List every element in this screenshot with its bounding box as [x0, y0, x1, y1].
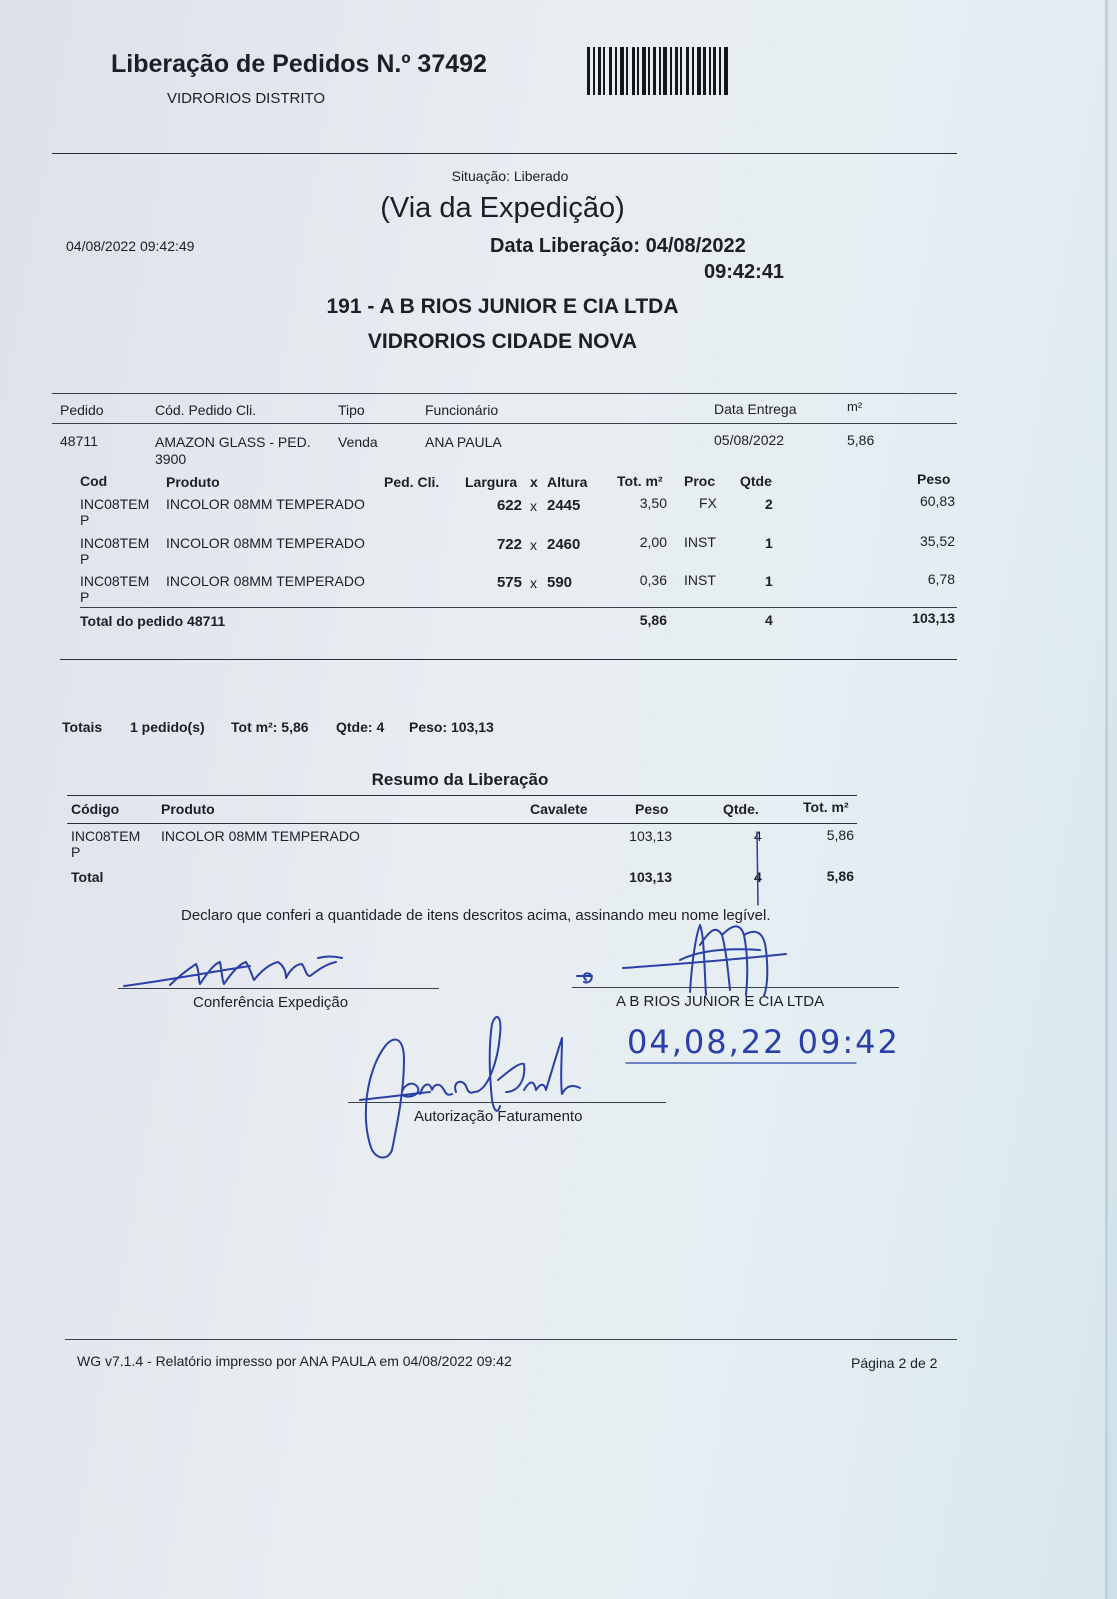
- signature-conferencia: [124, 957, 342, 987]
- order-total-qtde: 4: [765, 612, 773, 628]
- item-cod-cont: P: [80, 551, 90, 567]
- items-col-peso: Peso: [917, 471, 951, 487]
- item-altura: 590: [547, 574, 573, 591]
- resumo-total-tot-m2: 5,86: [826, 868, 854, 884]
- tipo-value: Venda: [338, 434, 378, 450]
- items-col-altura: Altura: [547, 474, 588, 490]
- resumo-produto: INCOLOR 08MM TEMPERADO: [161, 828, 360, 844]
- item-x: x: [530, 498, 537, 514]
- items-col-qtde: Qtde: [740, 473, 772, 489]
- col-cod-pedido-cli: Cód. Pedido Cli.: [155, 402, 257, 418]
- item-altura: 2445: [547, 497, 581, 514]
- order-total-label: Total do pedido 48711: [80, 613, 226, 629]
- pedido-value: 48711: [60, 433, 98, 449]
- resumo-cod-cont: P: [71, 844, 81, 860]
- items-col-cod: Cod: [80, 473, 108, 489]
- col-data-entrega: Data Entrega: [714, 401, 797, 417]
- empresa-label: A B RIOS JUNIOR E CIA LTDA: [616, 993, 825, 1010]
- resumo-col-qtde: Qtde.: [723, 801, 759, 817]
- item-proc: FX: [699, 495, 717, 511]
- pen-mark: [757, 832, 758, 905]
- totals-qtde: Qtde: 4: [336, 719, 385, 735]
- resumo-tot-m2: 5,86: [826, 827, 854, 843]
- resumo-peso: 103,13: [629, 828, 672, 844]
- item-qtde: 2: [765, 496, 773, 512]
- totals-pedidos: 1 pedido(s): [130, 719, 205, 735]
- item-peso: 35,52: [919, 533, 955, 549]
- item-qtde: 1: [765, 535, 773, 551]
- resumo-col-tot-m2: Tot. m²: [803, 799, 849, 815]
- items-col-produto: Produto: [166, 474, 220, 490]
- item-x: x: [530, 575, 537, 591]
- items-col-proc: Proc: [684, 473, 716, 489]
- data-entrega-value: 05/08/2022: [714, 432, 785, 448]
- items-col-tot-m2: Tot. m²: [617, 473, 663, 489]
- items-col-x: x: [530, 474, 538, 490]
- item-peso: 6,78: [927, 571, 955, 587]
- data-liberacao: Data Liberação: 04/08/2022: [490, 235, 746, 257]
- item-proc: INST: [684, 534, 716, 550]
- item-cod: INC08TEM: [80, 535, 150, 551]
- col-funcionario: Funcionário: [425, 402, 499, 418]
- item-largura: 622: [496, 497, 522, 514]
- item-x: x: [530, 537, 537, 553]
- item-peso: 60,83: [919, 493, 955, 509]
- resumo-col-cavalete: Cavalete: [530, 801, 588, 817]
- company-name: VIDRORIOS DISTRITO: [167, 90, 326, 107]
- item-tot-m2: 0,36: [639, 572, 667, 588]
- footer-report: WG v7.1.4 - Relatório impresso por ANA PAULA em 04/08/2022 09:42: [77, 1353, 512, 1369]
- conferencia-label: Conferência Expedição: [193, 994, 349, 1011]
- item-largura: 722: [496, 536, 522, 553]
- footer-page: Página 2 de 2: [851, 1355, 938, 1371]
- declaration-text: Declaro que conferi a quantidade de itens descritos acima, assinando meu nome legível.: [181, 907, 771, 924]
- order-total-peso: 103,13: [912, 610, 955, 626]
- signature-autorizacao: [360, 1017, 583, 1158]
- item-proc: INST: [684, 572, 716, 588]
- cod-pedido-cli-value-2: 3900: [155, 451, 187, 467]
- item-cod: INC08TEM: [80, 573, 150, 589]
- footer-divider: [65, 1339, 957, 1340]
- resumo-total-qtde: 4: [754, 869, 762, 885]
- col-m2: m²: [847, 399, 863, 414]
- resumo-total-label: Total: [71, 869, 104, 885]
- totals-m2: Tot m²: 5,86: [231, 719, 309, 735]
- cod-pedido-cli-value: AMAZON GLASS - PED.: [155, 434, 311, 450]
- item-altura: 2460: [547, 536, 581, 553]
- resumo-col-codigo: Código: [71, 801, 120, 817]
- autorizacao-label: Autorização Faturamento: [414, 1108, 583, 1125]
- via-label: (Via da Expedição): [380, 192, 625, 224]
- item-qtde: 1: [765, 573, 773, 589]
- item-produto: INCOLOR 08MM TEMPERADO: [166, 496, 365, 512]
- resumo-cod: INC08TEM: [71, 828, 141, 844]
- resumo-col-produto: Produto: [161, 801, 215, 817]
- m2-value: 5,86: [847, 432, 875, 448]
- resumo-title: Resumo da Liberação: [371, 770, 549, 789]
- item-tot-m2: 3,50: [639, 495, 667, 511]
- item-cod: INC08TEM: [80, 496, 150, 512]
- items-col-ped-cli: Ped. Cli.: [384, 474, 440, 490]
- item-tot-m2: 2,00: [639, 534, 667, 550]
- client-store: VIDRORIOS CIDADE NOVA: [367, 330, 638, 353]
- signature-empresa: [577, 925, 786, 996]
- items-col-largura: Largura: [465, 474, 518, 490]
- totals-label: Totais: [62, 719, 103, 735]
- funcionario-value: ANA PAULA: [425, 434, 502, 450]
- data-liberacao-time: 09:42:41: [704, 261, 785, 283]
- totals-peso: Peso: 103,13: [409, 719, 494, 735]
- resumo-col-peso: Peso: [635, 801, 669, 817]
- item-cod-cont: P: [80, 589, 90, 605]
- client-name: 191 - A B RIOS JUNIOR E CIA LTDA: [326, 295, 679, 318]
- handwritten-date: 04,08,22 09:42: [627, 1023, 900, 1061]
- resumo-qtde: 4: [754, 828, 762, 844]
- item-produto: INCOLOR 08MM TEMPERADO: [166, 573, 365, 589]
- resumo-total-peso: 103,13: [629, 869, 672, 885]
- print-datetime: 04/08/2022 09:42:49: [66, 238, 195, 254]
- col-tipo: Tipo: [338, 402, 365, 418]
- order-total-m2: 5,86: [639, 612, 667, 628]
- document-title: Liberação de Pedidos N.º 37492: [111, 50, 487, 78]
- item-largura: 575: [496, 574, 522, 591]
- item-cod-cont: P: [80, 512, 90, 528]
- item-produto: INCOLOR 08MM TEMPERADO: [166, 535, 365, 551]
- situacao: Situação: Liberado: [451, 168, 569, 184]
- col-pedido: Pedido: [60, 402, 104, 418]
